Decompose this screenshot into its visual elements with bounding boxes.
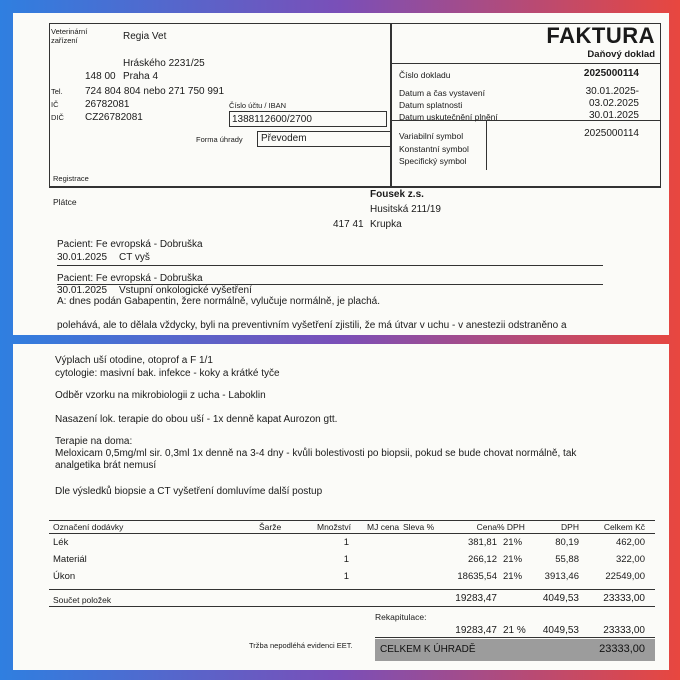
account-value: 1388112600/2700 <box>232 114 312 125</box>
row-2-vat: 55,88 <box>555 554 579 565</box>
sum-label: Součet položek <box>53 595 112 605</box>
row-2-vat-rate: 21% <box>503 554 523 565</box>
vet-label: Veterinární zařízení <box>51 27 88 45</box>
payer-zip: 417 41 <box>333 219 364 230</box>
issued-value: 30.01.2025- <box>585 86 639 97</box>
tel-value: 724 804 804 nebo 271 750 991 <box>85 86 225 97</box>
payer-street: Husitská 211/19 <box>370 204 441 215</box>
patient-note-1: A: dnes podán Gabapentin, žere normálně, vylučuje normálně, je plachá. <box>57 296 380 307</box>
report-line-2: cytologie: masivní bak. infekce - koky a krátké tyče <box>55 368 280 379</box>
report-line-8: Dle výsledků biopsie a CT vyšetření domluvíme další postup <box>55 486 323 497</box>
col-vat-rate: % DPH <box>497 522 525 532</box>
col-item: Označení dodávky <box>53 522 124 532</box>
col-unit-price: MJ cena <box>367 522 400 532</box>
row-2-price: 266,12 <box>467 554 497 565</box>
invoice-page-bottom <box>13 344 669 670</box>
recap-rate: 21 % <box>503 625 526 636</box>
taxable-label: Datum uskutečnění plnění <box>399 112 498 122</box>
sum-total: 23333,00 <box>603 593 645 604</box>
report-line-6: Meloxicam 0,5mg/ml sir. 0,3ml 1x denně na 3-4 dny - kvůli bolestivosti po biopsii, pokud se bude chovat normálně, tak <box>55 448 577 459</box>
row-2-qty: 1 <box>343 554 349 565</box>
report-line-3: Odběr vzorku na mikrobiologii z ucha - Laboklin <box>55 390 266 401</box>
ks-label: Konstantní symbol <box>399 144 469 154</box>
sum-price: 19283,47 <box>455 593 497 604</box>
patient-line-1: Pacient: Fe evropská - Dobruška <box>57 239 203 250</box>
due-label: Datum splatnosti <box>399 100 463 110</box>
ss-label: Specifický symbol <box>399 156 467 166</box>
vet-zip: 148 00 <box>85 71 116 82</box>
recap-label: Rekapitulace: <box>375 612 427 622</box>
row-2-item: Materiál <box>53 554 87 565</box>
col-batch: Šarže <box>259 522 282 532</box>
ic-value: 26782081 <box>85 99 130 110</box>
col-vat: DPH <box>561 522 579 532</box>
row-2-total: 322,00 <box>615 554 645 565</box>
report-line-1: Výplach uší otodine, otoprof a F 1/1 <box>55 355 213 366</box>
col-discount: Sleva % <box>403 522 435 532</box>
col-price: Cena <box>476 522 497 532</box>
col-total: Celkem Kč <box>603 522 645 532</box>
tel-label: Tel. <box>51 87 63 96</box>
number-value: 2025000114 <box>583 68 639 79</box>
recap-total: 23333,00 <box>603 625 645 636</box>
amount-due-value: 23333,00 <box>599 643 645 655</box>
report-line-5: Terapie na doma: <box>55 436 133 447</box>
invoice-title: FAKTURA <box>546 23 655 48</box>
vet-city: Praha 4 <box>123 71 159 82</box>
registration-label: Registrace <box>53 174 89 183</box>
invoice-subtitle: Daňový doklad <box>587 49 655 60</box>
col-qty: Množství <box>317 522 352 532</box>
payer-name: Fousek z.s. <box>370 189 424 200</box>
vet-name: Regia Vet <box>123 31 167 42</box>
payment-label: Forma úhrady <box>196 135 243 144</box>
patient-service-1: CT vyš <box>119 252 150 263</box>
sum-vat: 4049,53 <box>542 593 579 604</box>
due-value: 03.02.2025 <box>588 98 639 109</box>
report-line-4: Nasazení lok. terapie do obou uší - 1x denně kapat Aurozon gtt. <box>55 414 338 425</box>
payment-value: Převodem <box>261 133 307 144</box>
dic-label: DIČ <box>51 113 64 122</box>
payer-label: Plátce <box>53 197 77 207</box>
dic-value: CZ26782081 <box>85 112 143 123</box>
row-3-qty: 1 <box>343 571 349 582</box>
number-label: Číslo dokladu <box>399 70 451 80</box>
row-1-qty: 1 <box>343 537 349 548</box>
amount-due-label: CELKEM K ÚHRADĚ <box>380 644 476 655</box>
issued-label: Datum a čas vystavení <box>399 88 485 98</box>
taxable-value: 30.01.2025 <box>588 110 639 121</box>
patient-date-1: 30.01.2025 <box>57 252 108 263</box>
patient-note-2: polehává, ale to dělala vždycky, byli na preventivním vyšetření zjistili, že má útvar v uchu - v anestezii odstraněno a <box>57 320 567 331</box>
vs-label: Variabilní symbol <box>399 131 464 141</box>
recap-price: 19283,47 <box>455 625 497 636</box>
vs-value: 2025000114 <box>584 128 639 139</box>
recap-vat: 4049,53 <box>542 625 579 636</box>
vet-street: Hráského 2231/25 <box>123 58 205 69</box>
row-1-vat-rate: 21% <box>503 537 523 548</box>
patient-service-2: Vstupní onkologické vyšetření <box>119 285 252 296</box>
patient-line-2: Pacient: Fe evropská - Dobruška <box>57 273 203 284</box>
report-line-7: analgetika brát nemusí <box>55 460 157 471</box>
row-3-item: Úkon <box>53 571 76 582</box>
row-1-vat: 80,19 <box>555 537 579 548</box>
account-label: Číslo účtu / IBAN <box>229 101 287 110</box>
row-1-total: 462,00 <box>615 537 645 548</box>
row-3-vat: 3913,46 <box>544 571 579 582</box>
invoice-page-top <box>13 13 669 335</box>
row-1-price: 381,81 <box>467 537 497 548</box>
patient-date-2: 30.01.2025 <box>57 285 108 296</box>
row-1-item: Lék <box>53 537 69 548</box>
row-3-price: 18635,54 <box>457 571 497 582</box>
row-3-total: 22549,00 <box>605 571 645 582</box>
row-3-vat-rate: 21% <box>503 571 523 582</box>
payer-city: Krupka <box>370 219 402 230</box>
eet-label: Tržba nepodléhá evidenci EET. <box>249 641 353 650</box>
ic-label: IČ <box>51 100 59 109</box>
